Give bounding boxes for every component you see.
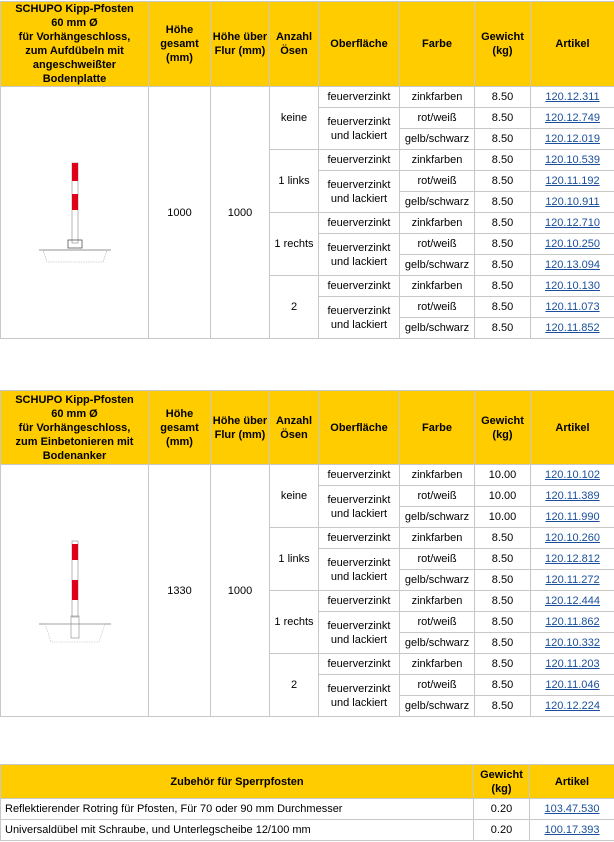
eyelets-cell: 1 links: [270, 150, 319, 213]
article-cell: [531, 276, 614, 297]
color-cell: gelb/schwarz: [400, 633, 475, 654]
surface-cell: feuerverzinkt und lackiert: [319, 108, 400, 150]
weight-cell: 8.50: [475, 696, 531, 717]
color-cell: zinkfarben: [400, 528, 475, 549]
title-text: SCHUPO Kipp-Pfosten 60 mm Ø für Vorhängeschloss, zum Einbetonieren mit Bodenanker: [15, 393, 134, 462]
color-cell: zinkfarben: [400, 276, 475, 297]
col-oberflaeche: Oberfläche: [319, 2, 400, 87]
surface-cell: feuerverzinkt: [319, 87, 400, 108]
article-link[interactable]: 120.12.019: [544, 133, 601, 145]
surface-cell: feuerverzinkt und lackiert: [319, 486, 400, 528]
height-total-cell: 1000: [149, 87, 211, 339]
color-cell: zinkfarben: [400, 87, 475, 108]
article-cell: [531, 528, 614, 549]
col-hoehe-gesamt: Höhe gesamt (mm): [149, 391, 211, 465]
article-link[interactable]: 120.10.130: [544, 280, 601, 292]
weight-cell: 8.50: [475, 549, 531, 570]
article-link[interactable]: 120.10.102: [544, 469, 601, 481]
article-cell: [530, 799, 614, 820]
col-oesen: Anzahl Ösen: [270, 391, 319, 465]
eyelets-cell: 2: [270, 276, 319, 339]
color-cell: gelb/schwarz: [400, 129, 475, 150]
weight-cell: 8.50: [475, 171, 531, 192]
weight-cell: 8.50: [475, 234, 531, 255]
height-floor-cell: 1000: [211, 465, 270, 717]
height-floor-cell: 1000: [211, 87, 270, 339]
surface-cell: feuerverzinkt: [319, 654, 400, 675]
article-link[interactable]: 120.10.260: [544, 532, 601, 544]
article-link[interactable]: 120.11.192: [545, 175, 600, 187]
article-link[interactable]: 120.10.332: [544, 637, 601, 649]
article-cell: [531, 612, 614, 633]
accessory-desc: Universaldübel mit Schraube, und Unterlegscheibe 12/100 mm: [1, 820, 474, 841]
article-cell: [531, 318, 614, 339]
weight-cell: 8.50: [475, 318, 531, 339]
weight-cell: 8.50: [475, 654, 531, 675]
article-link[interactable]: 120.11.203: [545, 658, 600, 670]
article-link[interactable]: 120.12.224: [544, 700, 601, 712]
weight-cell: 8.50: [475, 129, 531, 150]
surface-cell: feuerverzinkt: [319, 213, 400, 234]
product-table-einbetonieren: [0, 390, 614, 717]
eyelets-cell: keine: [270, 465, 319, 528]
article-link[interactable]: 120.12.311: [545, 91, 600, 103]
article-link[interactable]: 120.10.539: [544, 154, 601, 166]
col-oberflaeche: Oberfläche: [319, 391, 400, 465]
weight-cell: 10.00: [475, 507, 531, 528]
weight-cell: 8.50: [475, 213, 531, 234]
article-cell: [531, 234, 614, 255]
article-cell: [531, 486, 614, 507]
surface-cell: feuerverzinkt: [319, 276, 400, 297]
height-total-cell: 1330: [149, 465, 211, 717]
article-cell: [531, 129, 614, 150]
surface-cell: feuerverzinkt und lackiert: [319, 612, 400, 654]
article-link[interactable]: 120.11.046: [545, 679, 600, 691]
table-title: [1, 2, 149, 87]
weight-cell: 8.50: [475, 192, 531, 213]
weight-cell: 8.50: [475, 591, 531, 612]
product-image: [1, 87, 149, 339]
col-farbe: Farbe: [400, 391, 475, 465]
weight-cell: 8.50: [475, 108, 531, 129]
color-cell: rot/weiß: [400, 171, 475, 192]
product-image: [1, 465, 149, 717]
color-cell: zinkfarben: [400, 465, 475, 486]
article-link[interactable]: 103.47.530: [544, 803, 600, 815]
title-text: SCHUPO Kipp-Pfosten 60 mm Ø für Vorhängeschloss, zum Aufdübeln mit angeschweißter Bodenplatte: [15, 3, 134, 85]
weight-cell: 8.50: [475, 150, 531, 171]
post-illustration: [35, 536, 115, 646]
weight-cell: 8.50: [475, 675, 531, 696]
col-oesen: Anzahl Ösen: [270, 2, 319, 87]
article-link[interactable]: 120.12.710: [544, 217, 601, 229]
eyelets-cell: 1 rechts: [270, 213, 319, 276]
article-cell: [530, 820, 614, 841]
weight-cell: 8.50: [475, 612, 531, 633]
table-row: [1, 87, 614, 108]
weight-cell: 8.50: [475, 633, 531, 654]
article-cell: [531, 192, 614, 213]
accessory-desc: Reflektierender Rotring für Pfosten, Für 70 oder 90 mm Durchmesser: [1, 799, 474, 820]
col-hoehe-flur: Höhe über Flur (mm): [211, 2, 270, 87]
weight-cell: 8.50: [475, 570, 531, 591]
table-row: [1, 799, 614, 820]
eyelets-cell: keine: [270, 87, 319, 150]
weight-cell: 10.00: [475, 465, 531, 486]
product-table-aufduebeln: [0, 1, 614, 339]
article-cell: [531, 108, 614, 129]
article-cell: [531, 213, 614, 234]
surface-cell: feuerverzinkt: [319, 528, 400, 549]
color-cell: gelb/schwarz: [400, 192, 475, 213]
article-link[interactable]: 120.12.749: [544, 112, 601, 124]
eyelets-cell: 1 links: [270, 528, 319, 591]
col-hoehe-gesamt: Höhe gesamt (mm): [149, 2, 211, 87]
article-link[interactable]: 120.12.444: [544, 595, 601, 607]
weight-cell: 0.20: [474, 799, 530, 820]
weight-cell: 8.50: [475, 255, 531, 276]
surface-cell: feuerverzinkt: [319, 150, 400, 171]
article-cell: [531, 255, 614, 276]
color-cell: rot/weiß: [400, 234, 475, 255]
col-artikel: Artikel: [531, 391, 614, 465]
surface-cell: feuerverzinkt und lackiert: [319, 234, 400, 276]
article-cell: [531, 87, 614, 108]
weight-cell: 10.00: [475, 486, 531, 507]
col-artikel: Artikel: [531, 2, 614, 87]
table-row: [1, 465, 614, 486]
article-cell: [531, 171, 614, 192]
color-cell: zinkfarben: [400, 213, 475, 234]
surface-cell: feuerverzinkt und lackiert: [319, 675, 400, 717]
article-cell: [531, 633, 614, 654]
article-link[interactable]: 120.11.852: [545, 322, 600, 334]
weight-cell: 8.50: [475, 528, 531, 549]
article-cell: [531, 591, 614, 612]
eyelets-cell: 2: [270, 654, 319, 717]
color-cell: gelb/schwarz: [400, 507, 475, 528]
eyelets-cell: 1 rechts: [270, 591, 319, 654]
article-link[interactable]: 120.11.389: [545, 490, 600, 502]
col-artikel: Artikel: [530, 765, 614, 799]
weight-cell: 0.20: [474, 820, 530, 841]
color-cell: gelb/schwarz: [400, 570, 475, 591]
table-title: [1, 391, 149, 465]
col-gewicht: Gewicht (kg): [475, 2, 531, 87]
post-illustration: [35, 158, 115, 268]
surface-cell: feuerverzinkt und lackiert: [319, 171, 400, 213]
weight-cell: 8.50: [475, 87, 531, 108]
surface-cell: feuerverzinkt und lackiert: [319, 549, 400, 591]
article-cell: [531, 654, 614, 675]
color-cell: zinkfarben: [400, 654, 475, 675]
surface-cell: feuerverzinkt und lackiert: [319, 297, 400, 339]
table-row: [1, 820, 614, 841]
article-cell: [531, 675, 614, 696]
col-gewicht: Gewicht (kg): [474, 765, 530, 799]
weight-cell: 8.50: [475, 297, 531, 318]
article-link[interactable]: 120.11.862: [545, 616, 600, 628]
color-cell: gelb/schwarz: [400, 696, 475, 717]
color-cell: gelb/schwarz: [400, 255, 475, 276]
article-cell: [531, 570, 614, 591]
color-cell: gelb/schwarz: [400, 318, 475, 339]
article-cell: [531, 549, 614, 570]
article-link[interactable]: 120.10.250: [544, 238, 601, 250]
article-cell: [531, 150, 614, 171]
article-cell: [531, 297, 614, 318]
article-link[interactable]: 120.11.990: [545, 511, 600, 523]
color-cell: zinkfarben: [400, 591, 475, 612]
article-link[interactable]: 120.12.812: [544, 553, 601, 565]
color-cell: rot/weiß: [400, 612, 475, 633]
article-cell: [531, 696, 614, 717]
article-link[interactable]: 120.11.073: [545, 301, 600, 313]
col-hoehe-flur: Höhe über Flur (mm): [211, 391, 270, 465]
article-link[interactable]: 100.17.393: [544, 824, 600, 836]
article-link[interactable]: 120.13.094: [544, 259, 601, 271]
weight-cell: 8.50: [475, 276, 531, 297]
color-cell: rot/weiß: [400, 675, 475, 696]
accessories-title: Zubehör für Sperrpfosten: [1, 765, 474, 799]
article-link[interactable]: 120.10.911: [545, 196, 600, 208]
article-link[interactable]: 120.11.272: [545, 574, 600, 586]
col-gewicht: Gewicht (kg): [475, 391, 531, 465]
color-cell: rot/weiß: [400, 486, 475, 507]
color-cell: zinkfarben: [400, 150, 475, 171]
article-cell: [531, 507, 614, 528]
article-cell: [531, 465, 614, 486]
color-cell: rot/weiß: [400, 108, 475, 129]
surface-cell: feuerverzinkt: [319, 591, 400, 612]
accessories-table: [0, 764, 614, 841]
surface-cell: feuerverzinkt: [319, 465, 400, 486]
col-farbe: Farbe: [400, 2, 475, 87]
color-cell: rot/weiß: [400, 297, 475, 318]
color-cell: rot/weiß: [400, 549, 475, 570]
